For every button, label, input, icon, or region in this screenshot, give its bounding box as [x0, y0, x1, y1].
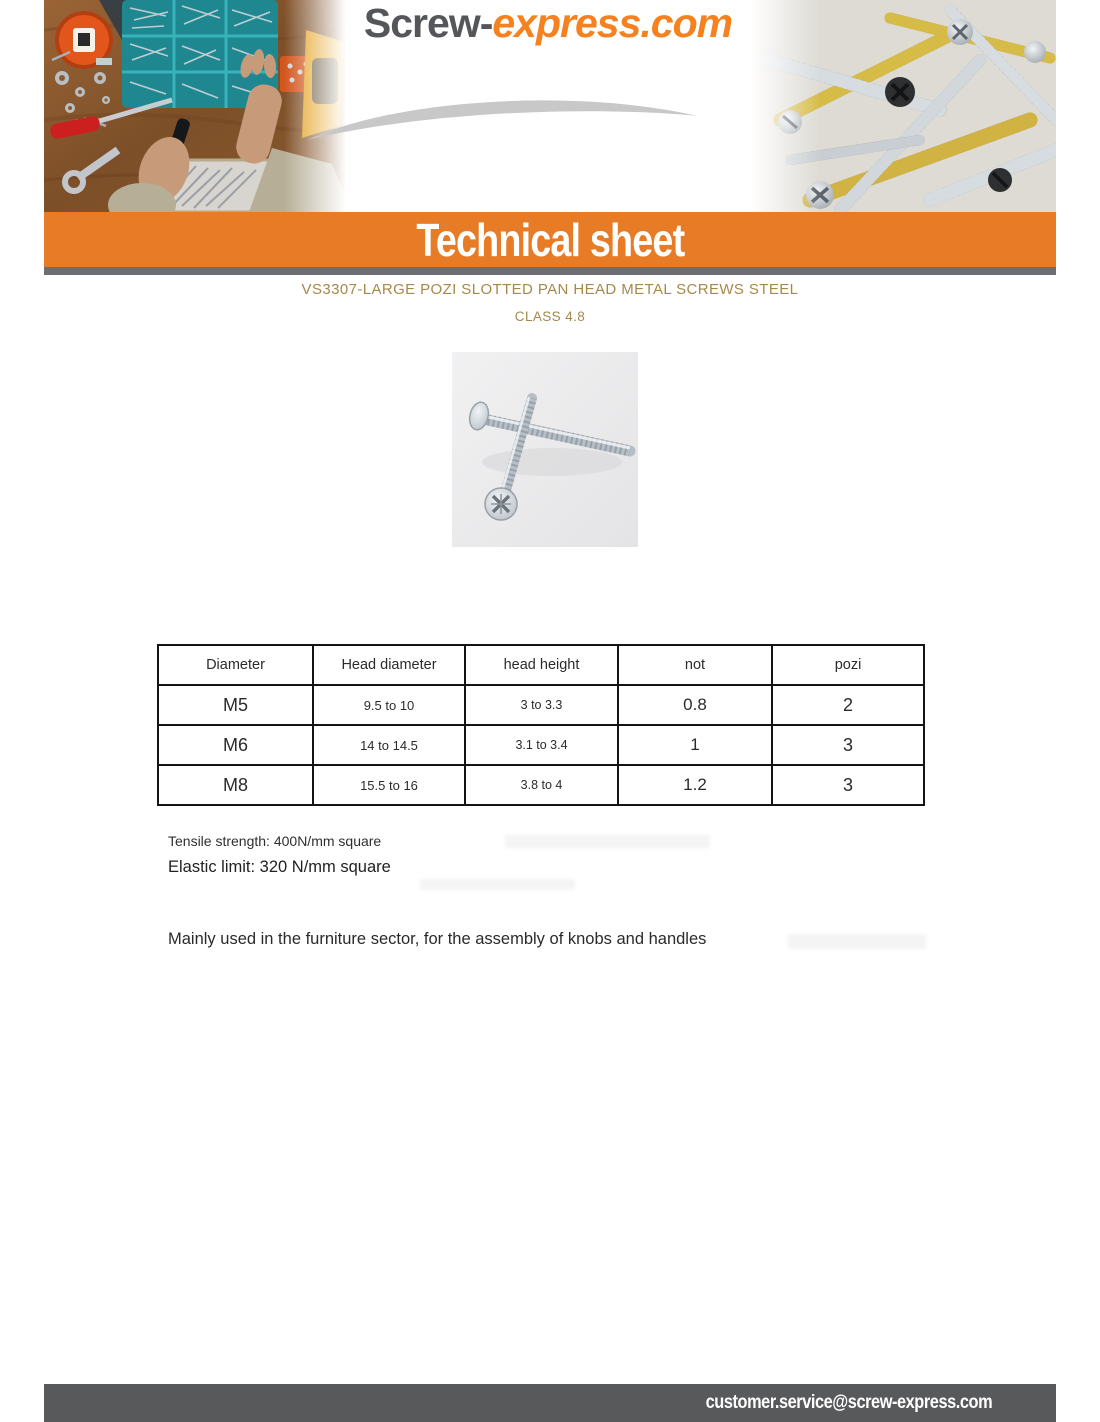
- customer-service-email: customer.service@screw-express.com: [705, 1392, 992, 1413]
- banner-title: Technical sheet: [416, 213, 684, 266]
- table-header-row: [158, 645, 924, 685]
- cell-not: 1.2: [618, 765, 772, 805]
- cell-diameter: M6: [158, 725, 313, 765]
- banner-divider: [44, 267, 1056, 275]
- cell-pozi: 3: [772, 765, 924, 805]
- cell-diameter: M5: [158, 685, 313, 725]
- brand-name-primary: Screw-: [363, 0, 493, 46]
- dimensions-table: [157, 644, 925, 806]
- brand-logo: [346, 0, 750, 212]
- cell-pozi: 2: [772, 685, 924, 725]
- usage-description: Mainly used in the furniture sector, for the assembly of knobs and handles: [168, 930, 707, 948]
- product-class: CLASS 4.8: [514, 309, 586, 324]
- cell-head-height: 3.8 to 4: [465, 765, 618, 805]
- technical-sheet-banner: [44, 212, 1056, 267]
- cell-not: 1: [618, 725, 772, 765]
- translation-artifact: [505, 835, 710, 848]
- cell-head-diameter: 14 to 14.5: [313, 725, 465, 765]
- col-header-head-diameter: Head diameter: [313, 645, 465, 685]
- translation-artifact: [420, 879, 575, 890]
- table-row: [158, 725, 924, 765]
- col-header-diameter: Diameter: [158, 645, 313, 685]
- cell-head-diameter: 9.5 to 10: [313, 685, 465, 725]
- product-screws-image: [452, 352, 638, 547]
- col-header-pozi: pozi: [772, 645, 924, 685]
- screw-pile-photo: [750, 0, 1056, 212]
- table-row: [158, 685, 924, 725]
- cell-diameter: M8: [158, 765, 313, 805]
- translation-artifact: [788, 934, 926, 949]
- cell-head-height: 3.1 to 3.4: [465, 725, 618, 765]
- brand-name-secondary: express.com: [492, 0, 733, 46]
- cell-not: 0.8: [618, 685, 772, 725]
- tensile-strength-text: Tensile strength: 400N/mm square: [168, 833, 382, 849]
- elastic-limit-text: Elastic limit: 320 N/mm square: [168, 858, 391, 876]
- brand-logo-text: [364, 0, 732, 47]
- col-header-not: not: [618, 645, 772, 685]
- footer-bar: [44, 1384, 1056, 1422]
- cell-pozi: 3: [772, 725, 924, 765]
- logo-swoosh: [301, 49, 705, 186]
- cell-head-height: 3 to 3.3: [465, 685, 618, 725]
- col-header-head-height: head height: [465, 645, 618, 685]
- cell-head-diameter: 15.5 to 16: [313, 765, 465, 805]
- header-band: [44, 0, 1056, 212]
- table-row: [158, 765, 924, 805]
- product-title: VS3307-LARGE POZI SLOTTED PAN HEAD METAL SCREWS STEEL: [301, 281, 799, 298]
- mechanical-specs: [168, 833, 391, 877]
